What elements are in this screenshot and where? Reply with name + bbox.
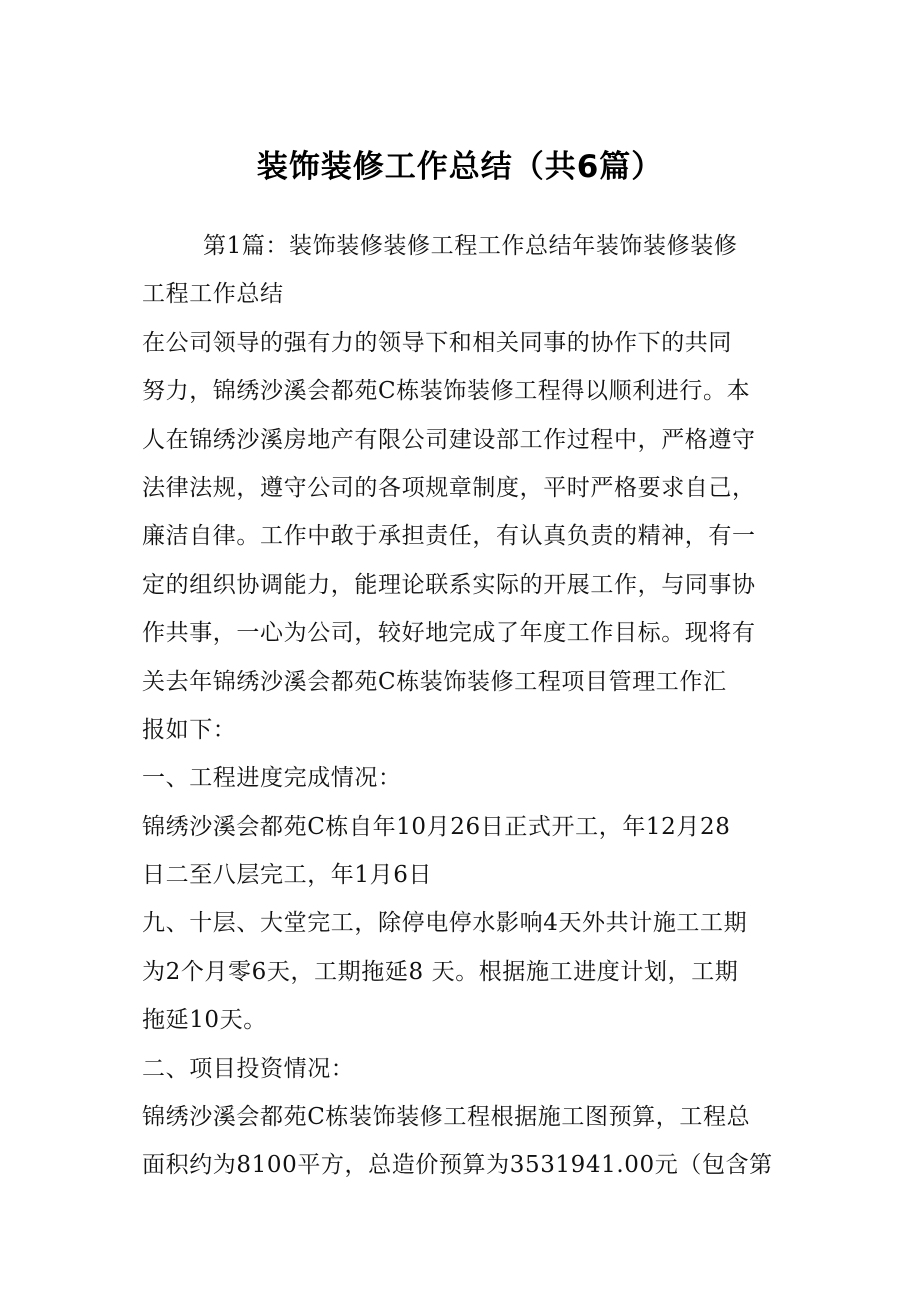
section-heading: 一、工程进度完成情况： — [142, 765, 402, 792]
paragraph-line: 九、十层、大堂完工，除停电停水影响4天外共计施工工期 — [142, 910, 748, 937]
paragraph-line: 作共事，一心为公司，较好地完成了年度工作目标。现将有 — [142, 620, 756, 647]
paragraph-line: 在公司领导的强有力的领导下和相关同事的协作下的共同 — [142, 329, 732, 356]
paragraph-line: 报如下： — [142, 716, 237, 743]
document-body — [142, 222, 792, 1190]
paragraph-line: 第1篇：装饰装修装修工程工作总结年装饰装修装修 — [203, 233, 738, 259]
paragraph-line: 为2个月零6天，工期拖延8 天。根据施工进度计划，工期 — [142, 958, 739, 985]
section-heading: 二、项目投资情况： — [142, 1055, 355, 1082]
paragraph-line: 面积约为8100平方，总造价预算为3531941.00元（包含第 — [142, 1152, 773, 1179]
paragraph-line: 拖延10天。 — [142, 1007, 267, 1034]
paragraph-line: 努力，锦绣沙溪会都苑C栋装饰装修工程得以顺利进行。本 — [142, 378, 751, 405]
paragraph-line: 人在锦绣沙溪房地产有限公司建设部工作过程中，严格遵守 — [142, 426, 756, 453]
paragraph-line: 锦绣沙溪会都苑C栋自年10月26日正式开工，年12月28 — [142, 813, 731, 840]
paragraph-line: 法律法规，遵守公司的各项规章制度，平时严格要求自己， — [142, 474, 756, 501]
paragraph-line: 日二至八层完工，年1月6日 — [142, 862, 433, 889]
document-title: 装饰装修工作总结（共6篇） — [256, 149, 664, 185]
paragraph-line: 关去年锦绣沙溪会都苑C栋装饰装修工程项目管理工作汇 — [142, 668, 727, 695]
paragraph-line: 工程工作总结 — [142, 281, 284, 308]
paragraph-line: 锦绣沙溪会都苑C栋装饰装修工程根据施工图预算，工程总 — [142, 1104, 751, 1131]
paragraph-line: 定的组织协调能力，能理论联系实际的开展工作，与同事协 — [142, 571, 756, 598]
paragraph-line: 廉洁自律。工作中敢于承担责任，有认真负责的精神，有一 — [142, 523, 756, 550]
